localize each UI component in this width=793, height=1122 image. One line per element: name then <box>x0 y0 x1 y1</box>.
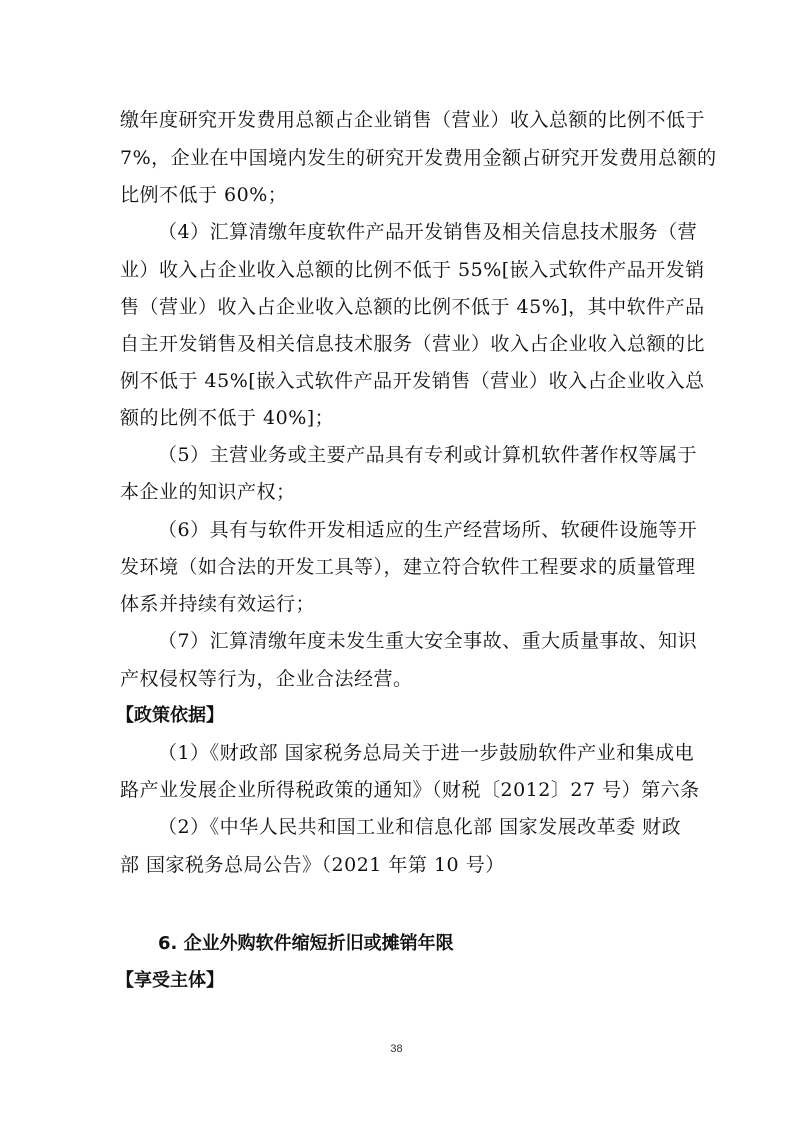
body-line: 业）收入占企业收入总额的比例不低于 55%[嵌入式软件产品开发销 <box>120 259 705 281</box>
policy-line: 部 国家税务总局公告》（2021 年第 10 号） <box>120 854 505 876</box>
body-line: 额的比例不低于 40%]； <box>120 407 335 429</box>
body-line: 本企业的知识产权； <box>120 481 296 503</box>
body-line: （5）主营业务或主要产品具有专利或计算机软件著作权等属于 <box>158 444 698 466</box>
page-number: 38 <box>390 1043 403 1055</box>
policy-line: （2）《中华人民共和国工业和信息化部 国家发展改革委 财政 <box>158 816 682 838</box>
body-line: 体系并持续有效运行； <box>120 593 316 615</box>
beneficiary-heading: 【享受主体】 <box>116 970 224 991</box>
policy-heading: 【政策依据】 <box>116 705 224 726</box>
body-line: 产权侵权等行为，企业合法经营。 <box>120 668 413 690</box>
body-line: （7）汇算清缴年度未发生重大安全事故、重大质量事故、知识 <box>158 630 698 652</box>
section-title: 6. 企业外购软件缩短折旧或摊销年限 <box>158 933 454 954</box>
body-line: 发环境（如合法的开发工具等），建立符合软件工程要求的质量管理 <box>120 556 696 578</box>
body-line: 7%，企业在中国境内发生的研究开发费用金额占研究开发费用总额的 <box>120 147 717 169</box>
body-line: 自主开发销售及相关信息技术服务（营业）收入占企业收入总额的比 <box>120 333 706 355</box>
policy-line: 路产业发展企业所得税政策的通知》（财税〔2012〕27 号）第六条 <box>120 779 700 801</box>
policy-line: （1）《财政部 国家税务总局关于进一步鼓励软件产业和集成电 <box>158 742 695 764</box>
body-line: （6）具有与软件开发相适应的生产经营场所、软硬件设施等开 <box>158 519 698 541</box>
body-line: 售（营业）收入占企业收入总额的比例不低于 45%]，其中软件产品 <box>120 296 705 318</box>
body-line: 例不低于 45%[嵌入式软件产品开发销售（营业）收入占企业收入总 <box>120 370 705 392</box>
body-line: 比例不低于 60%； <box>120 184 288 206</box>
body-line: （4）汇算清缴年度软件产品开发销售及相关信息技术服务（营 <box>158 221 698 243</box>
body-line: 缴年度研究开发费用总额占企业销售（营业）收入总额的比例不低于 <box>120 109 706 131</box>
